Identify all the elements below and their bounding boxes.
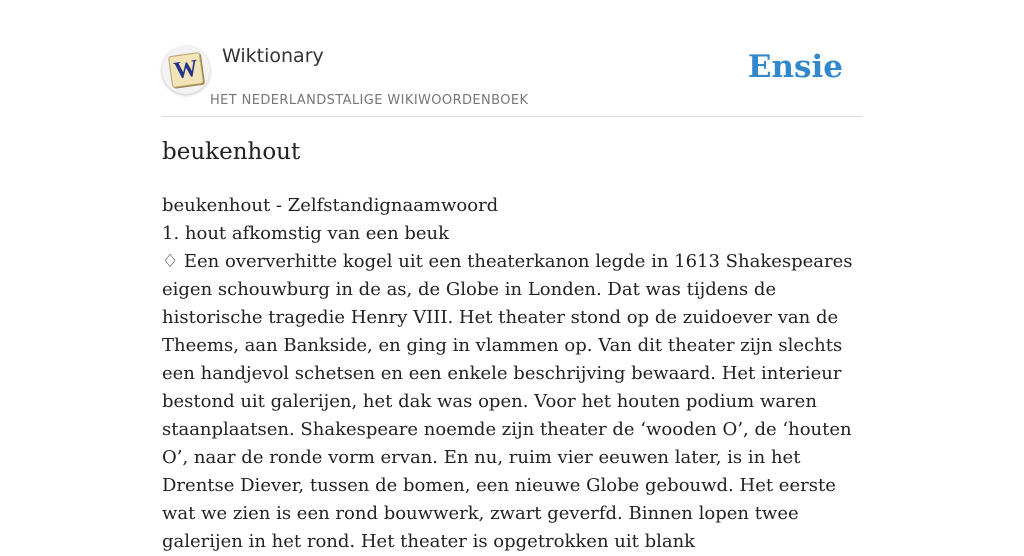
definition: 1. hout afkomstig van een beuk bbox=[162, 223, 450, 244]
entry-content bbox=[162, 192, 862, 556]
ensie-brand-logo[interactable]: Ensie bbox=[747, 49, 843, 85]
page bbox=[162, 0, 862, 552]
site-name[interactable]: Wiktionary bbox=[222, 45, 324, 67]
logo-letter: W bbox=[172, 55, 200, 85]
page-title: beukenhout bbox=[162, 139, 301, 165]
example-quote: ♢ Een oververhitte kogel uit een theaterkanon legde in 1613 Shakespeares eigen schouwburg in de as, de Globe in Londen. Dat was tijdens de historische tragedie Henry VIII. Het theater stond op de zuidoever van de Theems, aan Bankside, en ging in vlammen op. Van dit theater zijn slechts een handjevol schetsen en een enkele beschrijving bewaard. Het interieur bestond uit galerijen, het dak was open. Voor het houten podium waren staanplaatsen. Shakespeare noemde zijn theater de ‘wooden O’, de ‘houten O’, naar de ronde vorm ervan. En nu, ruim vier eeuwen later, is in het Drentse Diever, tussen de bomen, een nieuwe Globe gebouwd. Het eerste wat we zien is een rond bouwwerk, zwart geverfd. Binnen lopen twee galerijen in het rond. Het theater is opgetrokken uit blank bbox=[162, 251, 853, 552]
site-header bbox=[162, 0, 862, 117]
site-tagline: HET NEDERLANDSTALIGE WIKIWOORDENBOEK bbox=[210, 93, 529, 108]
logo-tile-icon bbox=[168, 52, 204, 88]
wiktionary-logo[interactable] bbox=[162, 46, 210, 94]
part-of-speech-line: beukenhout - Zelfstandignaamwoord bbox=[162, 195, 499, 216]
